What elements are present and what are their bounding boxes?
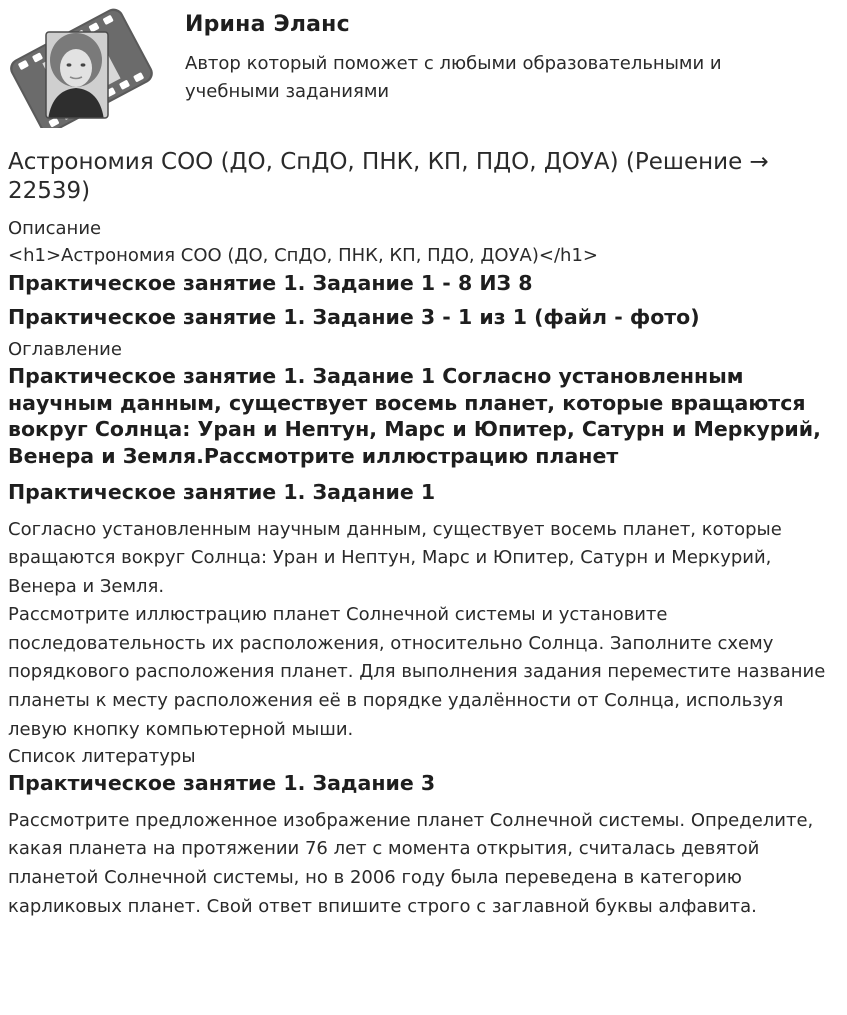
toc-long-heading: Практическое занятие 1. Задание 1 Согласно установленным научным данным, существует восемь планет, которые вращаются вокруг Солнца: Уран и Нептун, Марс и Юпитер, Сатурн и Меркурий, Венера и Земля.Рассмотрите иллюстрацию планет	[8, 364, 821, 468]
author-name[interactable]: Ирина Эланс	[185, 12, 350, 37]
author-description: Автор который поможет с любыми образовательными и учебными заданиями	[185, 53, 722, 102]
description-item-1: Практическое занятие 1. Задание 1 - 8 ИЗ 8	[8, 271, 533, 295]
page-title: Астрономия СОО (ДО, СпДО, ПНК, КП, ПДО, ДОУА) (Решение → 22539)	[8, 149, 769, 204]
task1-paragraph-2: Рассмотрите иллюстрацию планет Солнечной системы и установите последовательность их расположения, относительно Солнца. Заполните схему порядкового расположения планет. Для выполнения задания переместите название планеты к месту расположения её в порядке удалённости от Солнца, используя левую кнопку компьютерной мыши.	[8, 604, 826, 740]
literature-label: Список литературы	[8, 746, 196, 768]
author-header	[0, 0, 847, 135]
task3-heading: Практическое занятие 1. Задание 3	[8, 771, 436, 796]
description-label: Описание	[8, 218, 102, 239]
task1-heading: Практическое занятие 1. Задание 1	[8, 480, 436, 504]
description-item-2: Практическое занятие 1. Задание 3 - 1 из 1 (файл - фото)	[8, 304, 700, 329]
toc-label: Оглавление	[8, 339, 122, 360]
main-content	[8, 148, 838, 921]
raw-h1-text: <h1>Астрономия СОО (ДО, СпДО, ПНК, КП, ПДО, ДОУА)</h1>	[8, 245, 598, 266]
author-avatar[interactable]	[6, 8, 156, 128]
task3-paragraph: Рассмотрите предложенное изображение планет Солнечной системы. Определите, какая планета на протяжении 76 лет с момента открытия, считалась девятой планетой Солнечной системы, но в 2006 году была переведена в категорию карликовых планет. Свой ответ впишите строго с заглавной буквы алфавита.	[8, 809, 814, 917]
film-frame-avatar-icon	[6, 8, 156, 128]
task1-paragraph-1: Согласно установленным научным данным, существует восемь планет, которые вращаются вокруг Солнца: Уран и Нептун, Марс и Юпитер, Сатурн и Меркурий, Венера и Земля.	[8, 518, 782, 597]
